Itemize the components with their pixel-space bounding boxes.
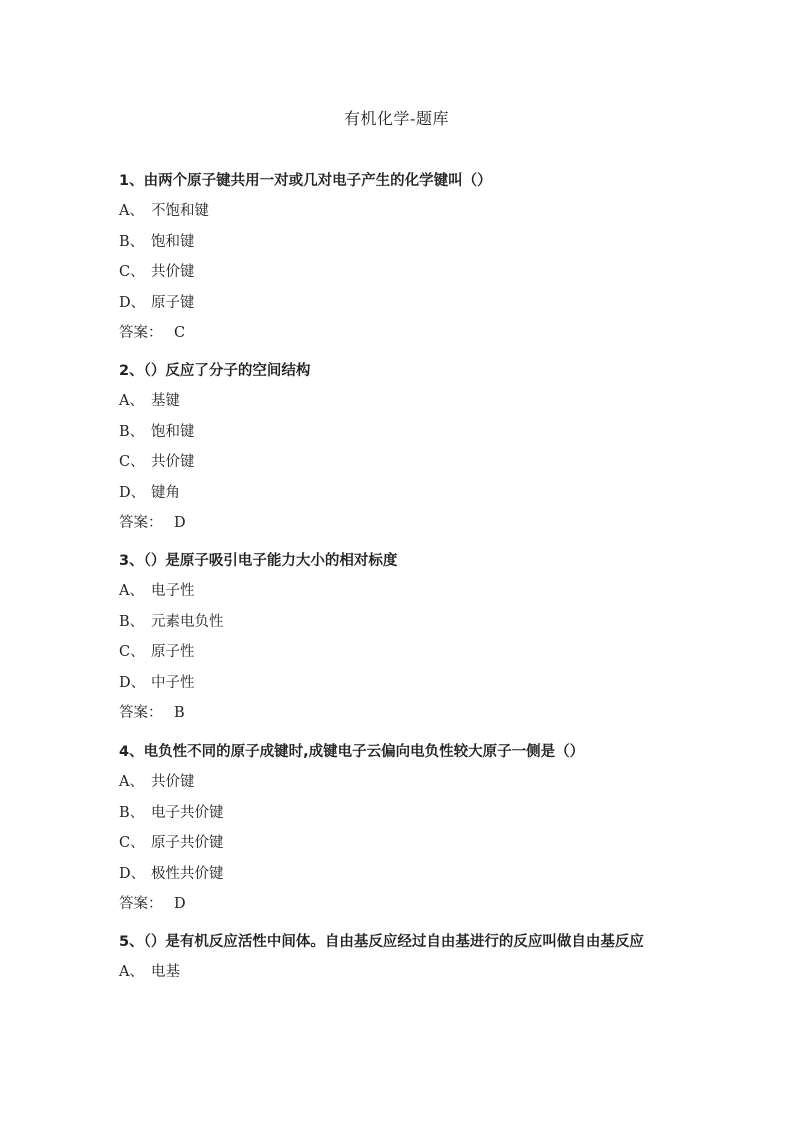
option-text: 共价键 bbox=[151, 774, 195, 790]
option-text: 共价键 bbox=[151, 264, 195, 280]
option-letter: A、 bbox=[119, 393, 144, 409]
option-letter: D、 bbox=[119, 484, 146, 501]
option-text: 饱和键 bbox=[151, 423, 195, 440]
option-letter: A、 bbox=[119, 964, 144, 980]
option-letter: C、 bbox=[119, 264, 145, 280]
option-d bbox=[119, 673, 679, 694]
answer-label: 答案： bbox=[119, 705, 163, 721]
answer-label: 答案： bbox=[119, 896, 163, 912]
option-text: 共价键 bbox=[151, 454, 195, 470]
option-b bbox=[119, 803, 679, 824]
question-text: 3、（）是原子吸引电子能力大小的相对标度 bbox=[119, 553, 398, 569]
option-a bbox=[119, 201, 679, 222]
option-c bbox=[119, 452, 679, 473]
question-2 bbox=[119, 361, 679, 534]
option-text: 键角 bbox=[151, 484, 180, 501]
option-c bbox=[119, 642, 679, 663]
option-letter: B、 bbox=[119, 423, 145, 440]
option-b bbox=[119, 612, 679, 633]
option-d bbox=[119, 293, 679, 314]
answer bbox=[119, 323, 679, 344]
question-text: 2、（）反应了分子的空间结构 bbox=[119, 363, 311, 379]
document-title: 有机化学-题库 bbox=[344, 109, 449, 128]
question-4 bbox=[119, 742, 679, 915]
option-d bbox=[119, 483, 679, 504]
answer bbox=[119, 894, 679, 915]
option-letter: A、 bbox=[119, 583, 144, 599]
option-text: 电子性 bbox=[151, 583, 195, 599]
option-letter: D、 bbox=[119, 674, 146, 691]
question-text: 4、电负性不同的原子成键时,成键电子云偏向电负性较大原子一侧是（） bbox=[119, 744, 585, 760]
option-letter: A、 bbox=[119, 774, 144, 790]
answer-value: D bbox=[174, 896, 186, 912]
option-a bbox=[119, 581, 679, 602]
option-letter: D、 bbox=[119, 865, 146, 882]
option-a bbox=[119, 772, 679, 793]
option-letter: A、 bbox=[119, 203, 144, 219]
answer-label: 答案： bbox=[119, 325, 163, 341]
option-text: 基键 bbox=[151, 393, 180, 409]
answer-label: 答案： bbox=[119, 515, 163, 531]
option-text: 元素电负性 bbox=[151, 613, 224, 630]
answer bbox=[119, 703, 679, 724]
answer-value: C bbox=[174, 325, 186, 341]
option-letter: D、 bbox=[119, 294, 146, 311]
option-text: 中子性 bbox=[151, 674, 195, 691]
option-letter: B、 bbox=[119, 233, 145, 250]
option-text: 饱和键 bbox=[151, 233, 195, 250]
option-a bbox=[119, 391, 679, 412]
question-5 bbox=[119, 932, 664, 993]
option-letter: B、 bbox=[119, 613, 145, 630]
option-letter: B、 bbox=[119, 804, 145, 821]
option-d bbox=[119, 864, 679, 885]
option-text: 电子共价键 bbox=[151, 804, 224, 821]
answer bbox=[119, 513, 679, 534]
question-3 bbox=[119, 551, 679, 724]
option-c bbox=[119, 833, 679, 854]
answer-value: B bbox=[174, 705, 185, 721]
option-text: 原子共价键 bbox=[151, 835, 224, 851]
option-b bbox=[119, 422, 679, 443]
answer-value: D bbox=[174, 515, 186, 531]
option-b bbox=[119, 232, 679, 253]
option-text: 原子性 bbox=[151, 644, 195, 660]
question-text: 5、（）是有机反应活性中间体。自由基反应经过自由基进行的反应叫做自由基反应 bbox=[119, 934, 644, 950]
option-letter: C、 bbox=[119, 454, 145, 470]
option-text: 电基 bbox=[151, 964, 180, 980]
option-letter: C、 bbox=[119, 835, 145, 851]
option-text: 原子键 bbox=[151, 294, 195, 311]
option-a bbox=[119, 962, 664, 983]
option-text: 不饱和键 bbox=[151, 203, 209, 219]
option-text: 极性共价键 bbox=[151, 865, 224, 882]
option-c bbox=[119, 262, 679, 283]
option-letter: C、 bbox=[119, 644, 145, 660]
question-text: 1、由两个原子键共用一对或几对电子产生的化学键叫（） bbox=[119, 173, 492, 189]
question-1 bbox=[119, 171, 679, 344]
